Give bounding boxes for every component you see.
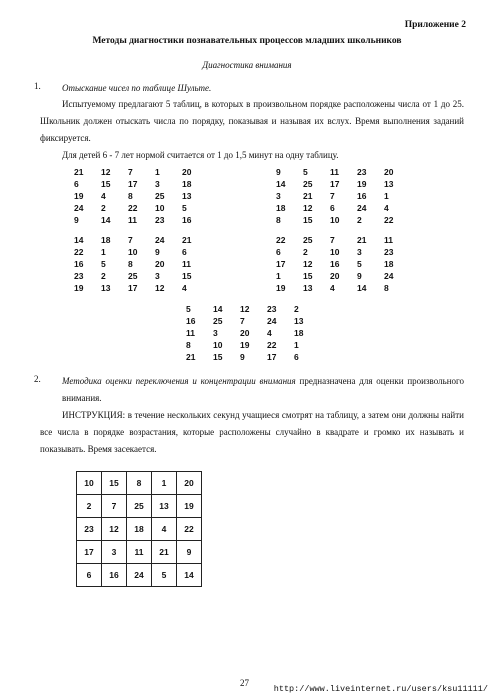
table-number: 25 (303, 179, 313, 189)
table-number: 6 (294, 352, 299, 362)
table-number: 15 (303, 215, 313, 225)
table-number: 22 (74, 247, 84, 257)
table-number: 15 (303, 271, 313, 281)
square-cell: 15 (102, 472, 127, 495)
table-number: 8 (384, 283, 389, 293)
table-number: 21 (182, 235, 192, 245)
table-number: 12 (303, 203, 313, 213)
schulte-table-3 (74, 235, 209, 295)
table-number: 6 (330, 203, 335, 213)
table-number: 16 (182, 215, 192, 225)
table-number: 10 (155, 203, 165, 213)
table-number: 15 (213, 352, 223, 362)
section1-norm: Для детей 6 - 7 лет нормой считается от 1 до 1,5 минут на одну таблицу. (62, 150, 339, 160)
table-number: 23 (155, 215, 165, 225)
square-cell: 5 (152, 564, 177, 587)
table-number: 12 (303, 259, 313, 269)
square-cell: 14 (177, 564, 202, 587)
table-number: 9 (357, 271, 362, 281)
table-number: 11 (186, 328, 195, 338)
table-number: 3 (213, 328, 218, 338)
table-number: 20 (182, 167, 192, 177)
table-number: 21 (186, 352, 196, 362)
document-title: Методы диагностики познавательных процессов младших школьников (92, 36, 402, 46)
square-cell: 20 (177, 472, 202, 495)
table-number: 10 (330, 215, 340, 225)
table-number: 7 (128, 235, 133, 245)
square-row (77, 541, 202, 564)
schulte-table-1 (74, 167, 209, 227)
table-number: 23 (384, 247, 394, 257)
section2-instruction: ИНСТРУКЦИЯ: в течение нескольких секунд учащиеся смотрят на таблицу, а затем они должны найти все числа в порядке возрастания, которые расположены случайно в квадрате и громко их называть и показывать. Время засекается. (40, 410, 464, 454)
table-number: 2 (357, 215, 362, 225)
table-number: 8 (186, 340, 191, 350)
section2-heading (62, 373, 464, 407)
table-number: 3 (155, 179, 160, 189)
table-number: 5 (186, 304, 191, 314)
table-number: 12 (155, 283, 165, 293)
table-number: 13 (101, 283, 111, 293)
square-row (77, 495, 202, 518)
table-number: 18 (276, 203, 286, 213)
table-number: 19 (357, 179, 367, 189)
square-cell: 16 (102, 564, 127, 587)
table-number: 20 (240, 328, 250, 338)
section1-paragraph: Испытуемому предлагают 5 таблиц, в которых в произвольном порядке расположены числа от 1 до 25. Школьник должен отыскать числа по порядку, показывая и называя их вслух. Время выполнения заданий фиксируется. (40, 99, 464, 143)
square-cell: 18 (127, 518, 152, 541)
table-number: 5 (182, 203, 187, 213)
square-cell: 21 (152, 541, 177, 564)
table-number: 12 (101, 167, 111, 177)
square-cell: 17 (77, 541, 102, 564)
table-number: 8 (128, 191, 133, 201)
table-number: 14 (74, 235, 84, 245)
table-number: 22 (384, 215, 394, 225)
square-cell: 12 (102, 518, 127, 541)
table-number: 7 (240, 316, 245, 326)
table-number: 14 (357, 283, 367, 293)
table-number: 11 (330, 167, 339, 177)
table-number: 5 (101, 259, 106, 269)
table-number: 9 (155, 247, 160, 257)
table-number: 18 (182, 179, 192, 189)
table-number: 22 (276, 235, 286, 245)
appendix-label: Приложение 2 (404, 20, 466, 30)
table-number: 18 (101, 235, 111, 245)
table-number: 25 (155, 191, 165, 201)
square-cell: 23 (77, 518, 102, 541)
page-number: 27 (240, 678, 249, 688)
table-number: 21 (303, 191, 313, 201)
table-number: 16 (74, 259, 84, 269)
square-cell: 13 (152, 495, 177, 518)
table-number: 13 (303, 283, 313, 293)
section-subtitle: Диагностика внимания (202, 60, 292, 70)
table-number: 23 (74, 271, 84, 281)
table-number: 6 (276, 247, 281, 257)
table-number: 24 (74, 203, 84, 213)
table-number: 24 (357, 203, 367, 213)
square-cell: 2 (77, 495, 102, 518)
table-number: 3 (155, 271, 160, 281)
table-number: 12 (240, 304, 250, 314)
square-cell: 24 (127, 564, 152, 587)
table-number: 7 (330, 191, 335, 201)
table-number: 25 (303, 235, 313, 245)
table-number: 9 (74, 215, 79, 225)
table-number: 3 (276, 191, 281, 201)
table-number: 24 (155, 235, 165, 245)
table-number: 20 (155, 259, 165, 269)
table-number: 14 (101, 215, 111, 225)
square-cell: 4 (152, 518, 177, 541)
table-number: 6 (182, 247, 187, 257)
table-number: 25 (128, 271, 138, 281)
square-cell: 3 (102, 541, 127, 564)
square-cell: 25 (127, 495, 152, 518)
table-number: 21 (357, 235, 367, 245)
table-number: 1 (101, 247, 106, 257)
square-cell: 10 (77, 472, 102, 495)
table-number: 24 (384, 271, 394, 281)
schulte-table-5 (186, 304, 321, 364)
table-number: 2 (101, 203, 106, 213)
table-number: 1 (276, 271, 281, 281)
square-row (77, 472, 202, 495)
table-number: 13 (384, 179, 394, 189)
table-number: 7 (128, 167, 133, 177)
table-number: 2 (303, 247, 308, 257)
table-number: 19 (74, 283, 84, 293)
table-number: 7 (330, 235, 335, 245)
table-number: 4 (101, 191, 106, 201)
section2-heading-title: Методика оценки переключения и концентрации внимания (62, 376, 296, 386)
table-number: 17 (276, 259, 286, 269)
table-number: 18 (294, 328, 304, 338)
table-number: 4 (384, 203, 389, 213)
table-number: 11 (182, 259, 191, 269)
table-number: 15 (101, 179, 111, 189)
table-number: 5 (303, 167, 308, 177)
concentration-square (76, 471, 202, 587)
table-number: 15 (182, 271, 192, 281)
table-number: 24 (267, 316, 277, 326)
table-number: 16 (186, 316, 196, 326)
table-number: 4 (330, 283, 335, 293)
section2-heading-rest: предназначена для оценки произвольного внимания. (62, 376, 464, 403)
table-number: 11 (384, 235, 393, 245)
item-number-2: 2. (34, 374, 41, 384)
table-number: 4 (267, 328, 272, 338)
square-cell: 11 (127, 541, 152, 564)
table-number: 17 (128, 283, 138, 293)
square-row (77, 564, 202, 587)
table-number: 11 (128, 215, 137, 225)
section1-heading: Отыскание чисел по таблице Шульте. (62, 83, 212, 93)
table-number: 13 (294, 316, 304, 326)
table-number: 20 (330, 271, 340, 281)
table-number: 17 (128, 179, 138, 189)
square-cell: 7 (102, 495, 127, 518)
square-cell: 9 (177, 541, 202, 564)
table-number: 16 (330, 259, 340, 269)
table-number: 13 (182, 191, 192, 201)
table-number: 10 (128, 247, 138, 257)
table-number: 22 (267, 340, 277, 350)
table-number: 9 (276, 167, 281, 177)
table-number: 21 (74, 167, 84, 177)
table-number: 8 (128, 259, 133, 269)
table-number: 10 (330, 247, 340, 257)
table-number: 14 (213, 304, 223, 314)
table-number: 25 (213, 316, 223, 326)
table-number: 19 (276, 283, 286, 293)
table-number: 23 (267, 304, 277, 314)
table-number: 8 (276, 215, 281, 225)
table-number: 17 (330, 179, 340, 189)
table-number: 1 (384, 191, 389, 201)
table-number: 20 (384, 167, 394, 177)
table-number: 4 (182, 283, 187, 293)
table-number: 17 (267, 352, 277, 362)
table-number: 6 (74, 179, 79, 189)
watermark-url: http://www.liveinternet.ru/users/ksu11111/ (273, 684, 488, 694)
square-cell: 22 (177, 518, 202, 541)
schulte-table-2 (276, 167, 411, 227)
schulte-table-4 (276, 235, 411, 295)
table-number: 19 (74, 191, 84, 201)
table-number: 22 (128, 203, 138, 213)
square-cell: 19 (177, 495, 202, 518)
table-number: 1 (294, 340, 299, 350)
table-number: 3 (357, 247, 362, 257)
table-number: 2 (294, 304, 299, 314)
table-number: 19 (240, 340, 250, 350)
table-number: 2 (101, 271, 106, 281)
table-number: 16 (357, 191, 367, 201)
table-number: 14 (276, 179, 286, 189)
table-number: 23 (357, 167, 367, 177)
square-cell: 1 (152, 472, 177, 495)
item-number-1: 1. (34, 81, 41, 91)
table-number: 18 (384, 259, 394, 269)
square-cell: 6 (77, 564, 102, 587)
square-cell: 8 (127, 472, 152, 495)
table-number: 1 (155, 167, 160, 177)
table-number: 9 (240, 352, 245, 362)
square-row (77, 518, 202, 541)
table-number: 10 (213, 340, 223, 350)
table-number: 5 (357, 259, 362, 269)
